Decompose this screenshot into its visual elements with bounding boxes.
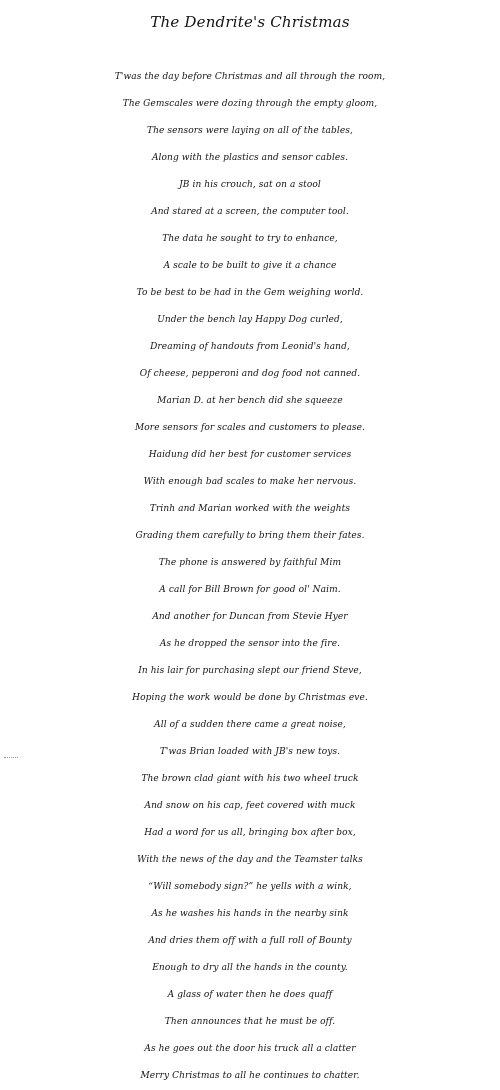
poem-line: Under the bench lay Happy Dog curled, xyxy=(157,315,343,325)
poem-title: The Dendrite's Christmas xyxy=(150,13,350,31)
poem-line: As he dropped the sensor into the fire. xyxy=(159,639,341,649)
poem-line: The sensors were laying on all of the tables, xyxy=(147,126,353,136)
poem-line: A glass of water then he does quaff xyxy=(167,990,333,1000)
scan-speck-marks xyxy=(4,757,18,760)
poem-line: Had a word for us all, bringing box after box, xyxy=(144,828,356,838)
poem-line: Grading them carefully to bring them their fates. xyxy=(135,531,365,541)
poem-line: The brown clad giant with his two wheel truck xyxy=(141,774,359,784)
poem-line: A scale to be built to give it a chance xyxy=(163,261,337,271)
poem-line: Hoping the work would be done by Christmas eve. xyxy=(132,693,368,703)
poem-line: And snow on his cap, feet covered with muck xyxy=(144,801,356,811)
poem-line: Merry Christmas to all he continues to chatter. xyxy=(140,1071,360,1081)
poem-line: With the news of the day and the Teamster talks xyxy=(137,855,363,865)
poem-line: Haidung did her best for customer services xyxy=(148,450,352,460)
poem-line: With enough bad scales to make her nervous. xyxy=(143,477,357,487)
poem-line: The phone is answered by faithful Mim xyxy=(158,558,342,568)
poem-line: All of a sudden there came a great noise, xyxy=(154,720,346,730)
poem-line: As he goes out the door his truck all a clatter xyxy=(144,1044,356,1054)
poem-line: Dreaming of handouts from Leonid's hand, xyxy=(150,342,350,352)
poem-line: And another for Duncan from Stevie Hyer xyxy=(152,612,348,622)
poem-line: To be best to be had in the Gem weighing world. xyxy=(136,288,364,298)
poem-body xyxy=(0,64,500,1090)
poem-line: In his lair for purchasing slept our friend Steve, xyxy=(138,666,362,676)
poem-line: Of cheese, pepperoni and dog food not canned. xyxy=(139,369,361,379)
poem-line: “Will somebody sign?” he yells with a wink, xyxy=(148,882,352,892)
poem-line: The Gemscales were dozing through the empty gloom, xyxy=(122,99,378,109)
poem-line: A call for Bill Brown for good ol' Naim. xyxy=(159,585,341,595)
poem-line: JB in his crouch, sat on a stool xyxy=(179,180,321,190)
poem-line: The data he sought to try to enhance, xyxy=(162,234,338,244)
poem-line: And dries them off with a full roll of Bounty xyxy=(148,936,352,946)
poem-line: Enough to dry all the hands in the county. xyxy=(152,963,348,973)
poem-line: Trinh and Marian worked with the weights xyxy=(149,504,351,514)
poem-line: Marian D. at her bench did she squeeze xyxy=(157,396,343,406)
poem-line: And stared at a screen, the computer tool. xyxy=(151,207,349,217)
poem-line: As he washes his hands in the nearby sink xyxy=(151,909,349,919)
poem-line: T'was Brian loaded with JB's new toys. xyxy=(159,747,341,757)
poem-line: Along with the plastics and sensor cables. xyxy=(151,153,349,163)
poem-line: T'was the day before Christmas and all through the room, xyxy=(114,72,386,82)
poem-line: More sensors for scales and customers to please. xyxy=(134,423,366,433)
poem-line: Then announces that he must be off. xyxy=(164,1017,336,1027)
